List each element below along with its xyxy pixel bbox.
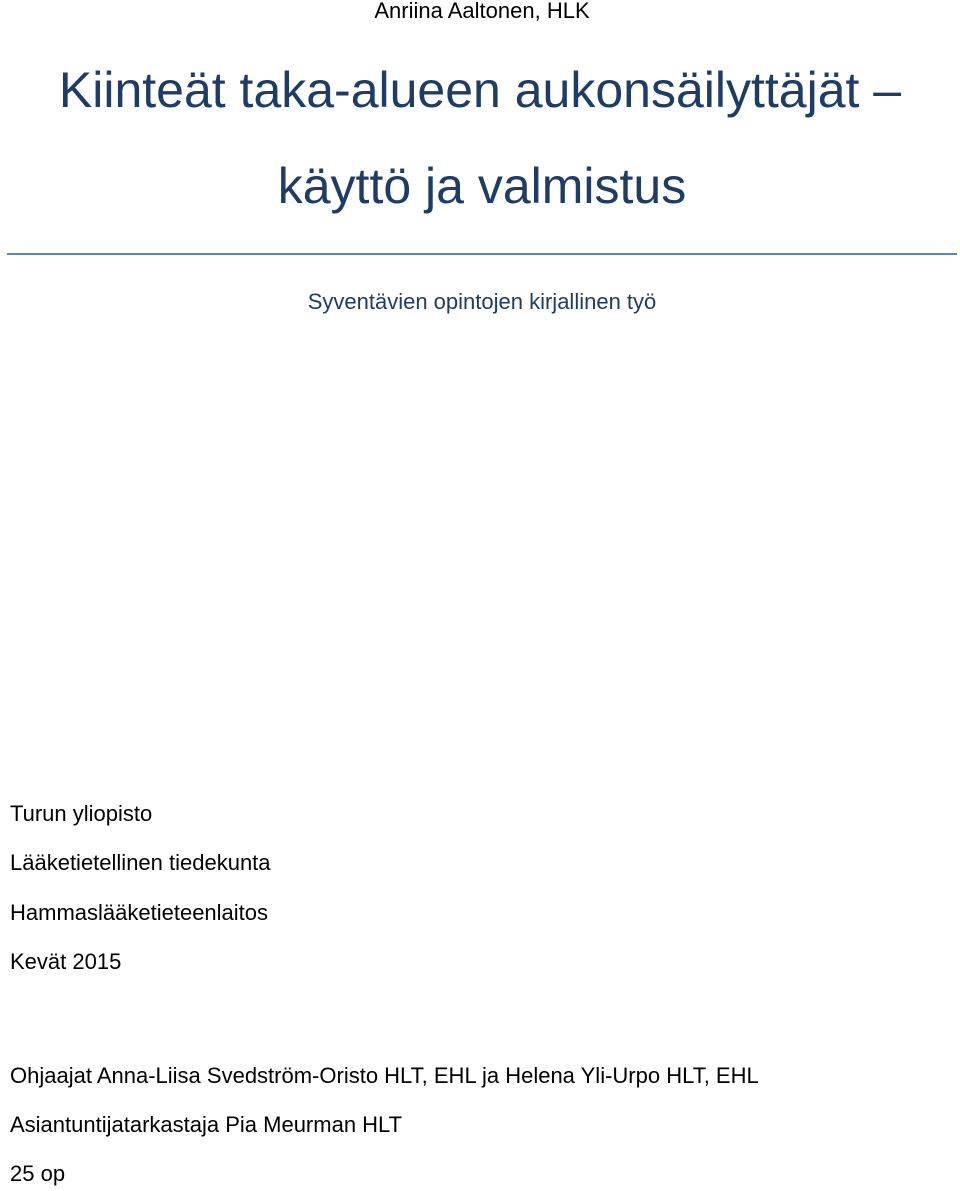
author-name: Anriina Aaltonen, HLK <box>374 0 590 23</box>
thesis-title-line-2: käyttö ja valmistus <box>277 158 687 214</box>
department-name: Hammaslääketieteenlaitos <box>10 900 269 925</box>
title-divider <box>7 253 957 255</box>
thesis-subtitle: Syventävien opintojen kirjallinen työ <box>307 289 657 314</box>
university-name: Turun yliopisto <box>10 801 153 826</box>
supervisors-line: Ohjaajat Anna-Liisa Svedström-Oristo HLT, EHL ja Helena Yli-Urpo HLT, EHL <box>10 1063 759 1088</box>
term-date: Kevät 2015 <box>10 949 122 974</box>
study-credits: 25 op <box>10 1161 66 1186</box>
faculty-name: Lääketietellinen tiedekunta <box>10 850 271 875</box>
reviewer-line: Asiantuntijatarkastaja Pia Meurman HLT <box>10 1112 403 1137</box>
thesis-title-line-1: Kiinteät taka-alueen aukonsäilyttäjät – <box>58 62 902 118</box>
